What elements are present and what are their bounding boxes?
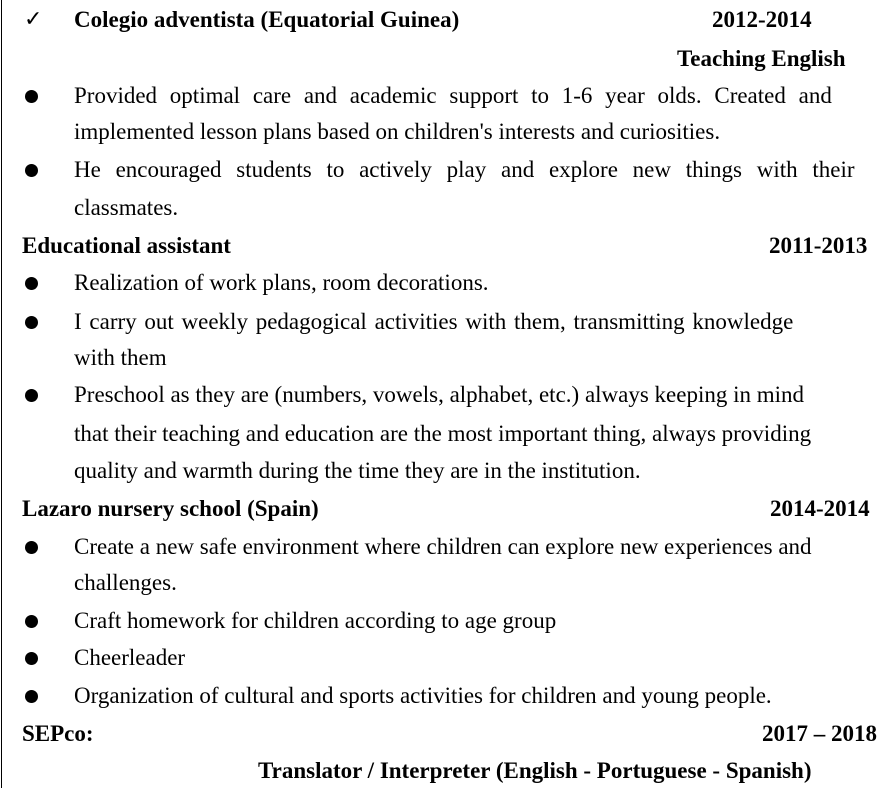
- job-colegio-title: Colegio adventista (Equatorial Guinea): [74, 7, 460, 32]
- bullet-icon: [25, 690, 38, 703]
- bullet-icon: [25, 277, 38, 290]
- bullet-icon: [25, 164, 38, 177]
- list-item: [0, 152, 891, 188]
- bullet-text: that their teaching and education are the most important thing, always providing: [74, 421, 812, 446]
- list-item: [0, 603, 891, 639]
- check-mark-icon: ✓: [24, 7, 43, 32]
- bullet-text: classmates.: [74, 195, 179, 220]
- bullet-icon: [25, 615, 38, 628]
- bullet-text: implemented lesson plans based on children's interests and curiosities.: [74, 119, 721, 144]
- bullet-icon: [25, 652, 38, 665]
- bullet-text: Cheerleader: [74, 645, 186, 670]
- bullet-text: Realization of work plans, room decorations.: [74, 270, 489, 295]
- job-assistant-heading: [0, 228, 891, 264]
- job-sepco-title: SEPco:: [22, 721, 94, 746]
- job-assistant-title: Educational assistant: [22, 233, 231, 258]
- bullet-icon: [25, 541, 38, 554]
- bullet-text: Craft homework for children according to age group: [74, 608, 557, 633]
- list-item: [0, 265, 891, 301]
- bullet-text: I carry out weekly pedagogical activities with them, transmitting knowledge: [74, 309, 794, 334]
- job-assistant-years: 2011-2013: [769, 233, 868, 258]
- job-colegio-role: Teaching English: [677, 46, 846, 71]
- job-lazaro-heading: [0, 491, 891, 527]
- list-item-continuation: [0, 190, 891, 226]
- job-sepco-years: 2017 – 2018: [762, 721, 877, 746]
- bullet-icon: [25, 90, 38, 103]
- list-item-continuation: [0, 340, 891, 376]
- job-colegio-heading: [0, 2, 891, 38]
- job-sepco-role-line: [0, 753, 891, 789]
- list-item-continuation: [0, 416, 891, 452]
- bullet-text: with them: [74, 345, 167, 370]
- bullet-icon: [25, 316, 38, 329]
- list-item: [0, 304, 891, 340]
- list-item: [0, 678, 891, 714]
- list-item-continuation: [0, 453, 891, 489]
- list-item: [0, 377, 891, 413]
- bullet-text: He encouraged students to actively play and explore new things with their: [74, 157, 855, 182]
- job-sepco-heading: [0, 716, 891, 752]
- bullet-text: challenges.: [74, 570, 177, 595]
- list-item: [0, 640, 891, 676]
- bullet-icon: [25, 389, 38, 402]
- list-item-continuation: [0, 114, 891, 150]
- job-colegio-role-line: [0, 41, 891, 77]
- list-item-continuation: [0, 565, 891, 601]
- job-colegio-years: 2012-2014: [712, 7, 812, 32]
- list-item: [0, 78, 891, 114]
- bullet-text: Create a new safe environment where children can explore new experiences and: [74, 534, 812, 559]
- bullet-text: Preschool as they are (numbers, vowels, alphabet, etc.) always keeping in mind: [74, 382, 805, 407]
- bullet-text: Provided optimal care and academic support to 1-6 year olds. Created and: [74, 83, 832, 108]
- job-lazaro-years: 2014-2014: [770, 496, 870, 521]
- job-lazaro-title: Lazaro nursery school (Spain): [22, 496, 319, 521]
- bullet-text: Organization of cultural and sports activities for children and young people.: [74, 683, 772, 708]
- list-item: [0, 529, 891, 565]
- job-sepco-role: Translator / Interpreter (English - Portuguese - Spanish): [258, 758, 812, 783]
- bullet-text: quality and warmth during the time they are in the institution.: [74, 458, 641, 483]
